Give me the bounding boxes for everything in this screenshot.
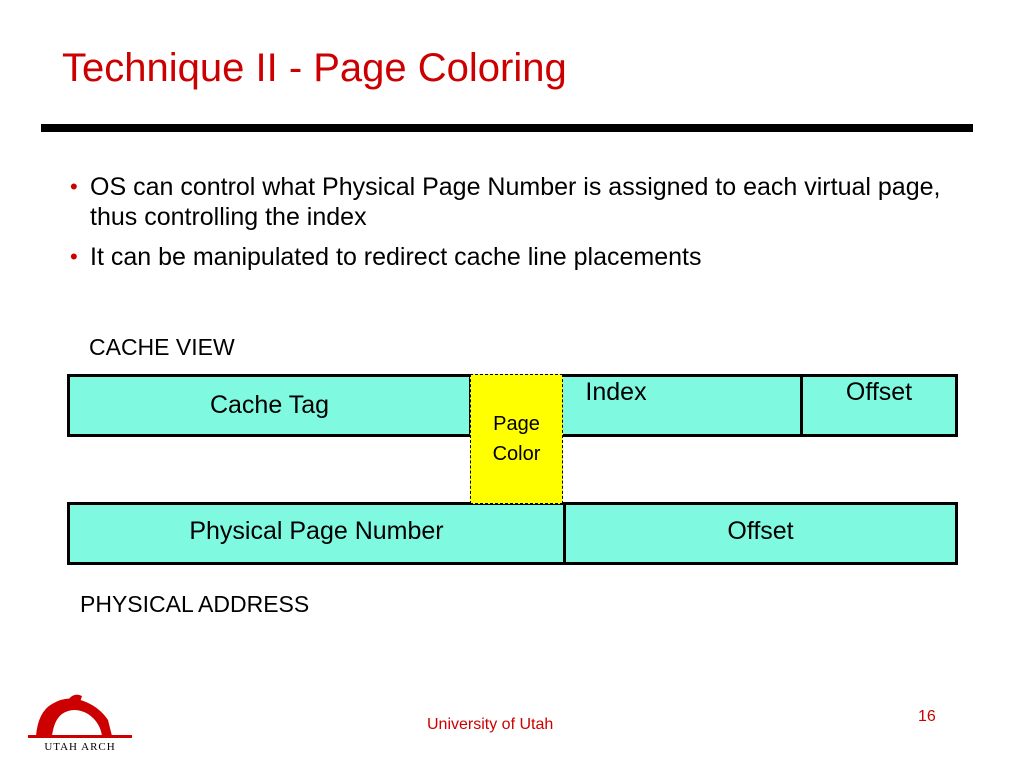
bullet-dot-icon: • [70, 174, 78, 199]
bullet-dot-icon: • [70, 244, 78, 269]
cache-offset-field [800, 374, 958, 437]
bullet-text: It can be manipulated to redirect cache line placements [90, 243, 702, 271]
bullet-item [70, 242, 950, 272]
page-color-label-line1: Page [493, 413, 540, 435]
cache-tag-field [67, 374, 472, 437]
physical-offset-label: Offset [727, 517, 794, 545]
utah-arch-logo [28, 690, 138, 754]
physical-offset-field [563, 502, 958, 565]
footer-institution: University of Utah [427, 716, 554, 733]
page-color-label-line2: Color [492, 443, 541, 465]
bullet-list [70, 172, 950, 282]
delicate-arch-icon [28, 690, 138, 754]
cache-offset-label: Offset [845, 378, 913, 406]
logo-text: UTAH ARCH [44, 741, 116, 753]
physical-page-number-field [67, 502, 566, 565]
index-label: Index [585, 378, 647, 406]
physical-page-number-label: Physical Page Number [189, 517, 444, 545]
bullet-item [70, 172, 950, 232]
cache-tag-label: Cache Tag [209, 391, 330, 419]
page-number: 16 [918, 708, 936, 725]
cache-view-label: CACHE VIEW [89, 334, 235, 360]
title-rule [41, 124, 973, 132]
page-color-field [470, 374, 563, 504]
slide-title: Technique II - Page Coloring [62, 46, 567, 90]
bullet-text: OS can control what Physical Page Number is assigned to each virtual page, thus controlling the index [90, 173, 941, 231]
physical-address-label: PHYSICAL ADDRESS [80, 591, 310, 617]
